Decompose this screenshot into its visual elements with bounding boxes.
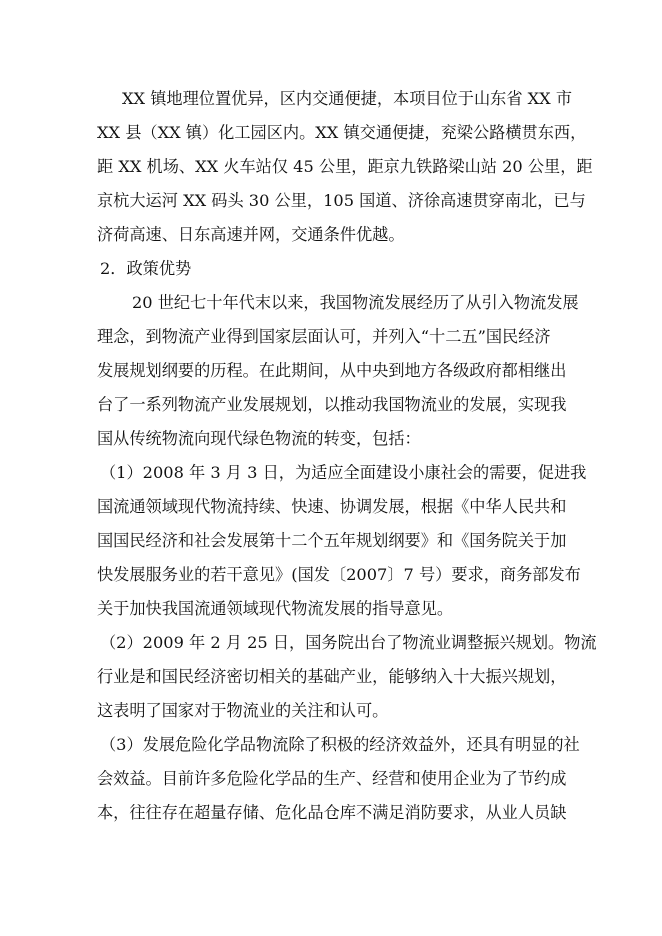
text-line: 行业是和国民经济密切相关的基础产业，能够纳入十大振兴规划， xyxy=(97,667,567,686)
text-line: 发展规划纲要的历程。在此期间，从中央到地方各级政府都相继出 xyxy=(97,361,567,380)
text-line: XX 县（XX 镇）化工园区内。XX 镇交通便捷，兖梁公路横贯东西， xyxy=(97,123,587,142)
text-line: 这表明了国家对于物流业的关注和认可。 xyxy=(97,701,389,720)
list-item: （1）2008 年 3 月 3 日，为适应全面建设小康社会的需要，促进我 xyxy=(100,463,587,482)
text-line: 台了一系列物流产业发展规划，以推动我国物流业的发展，实现我 xyxy=(97,395,567,414)
text-line: 理念，到物流产业得到国家层面认可，并列入“十二五”国民经济 xyxy=(97,327,551,346)
text-line: 20 世纪七十年代末以来，我国物流发展经历了从引入物流发展 xyxy=(132,293,579,312)
text-line: 京杭大运河 XX 码头 30 公里，105 国道、济徐高速贯穿南北，已与 xyxy=(97,191,586,210)
text-line: 国国民经济和社会发展第十二个五年规划纲要》和《国务院关于加 xyxy=(97,531,567,550)
list-item: （3）发展危险化学品物流除了积极的经济效益外，还具有明显的社 xyxy=(100,735,580,754)
text-line: 本，往往存在超量存储、危化品仓库不满足消防要求，从业人员缺 xyxy=(97,803,567,822)
text-line: 关于加快我国流通领域现代物流发展的指导意见。 xyxy=(97,599,454,618)
text-line: 国从传统物流向现代绿色物流的转变，包括： xyxy=(97,429,421,448)
text-line: 国流通领域现代物流持续、快速、协调发展，根据《中华人民共和 xyxy=(97,497,567,516)
text-line: 会效益。目前许多危险化学品的生产、经营和使用企业为了节约成 xyxy=(97,769,567,788)
text-line: 济荷高速、日东高速并网，交通条件优越。 xyxy=(97,225,405,244)
section-heading: 2．政策优势 xyxy=(100,259,192,278)
text-line: 距 XX 机场、XX 火车站仅 45 公里，距京九铁路梁山站 20 公里，距 xyxy=(97,157,593,176)
text-line: 快发展服务业的若干意见》(国发〔2007〕7 号）要求，商务部发布 xyxy=(97,565,581,584)
list-item: （2）2009 年 2 月 25 日，国务院出台了物流业调整振兴规划。物流 xyxy=(100,633,597,652)
text-line: XX 镇地理位置优异，区内交通便捷，本项目位于山东省 XX 市 xyxy=(122,89,573,108)
